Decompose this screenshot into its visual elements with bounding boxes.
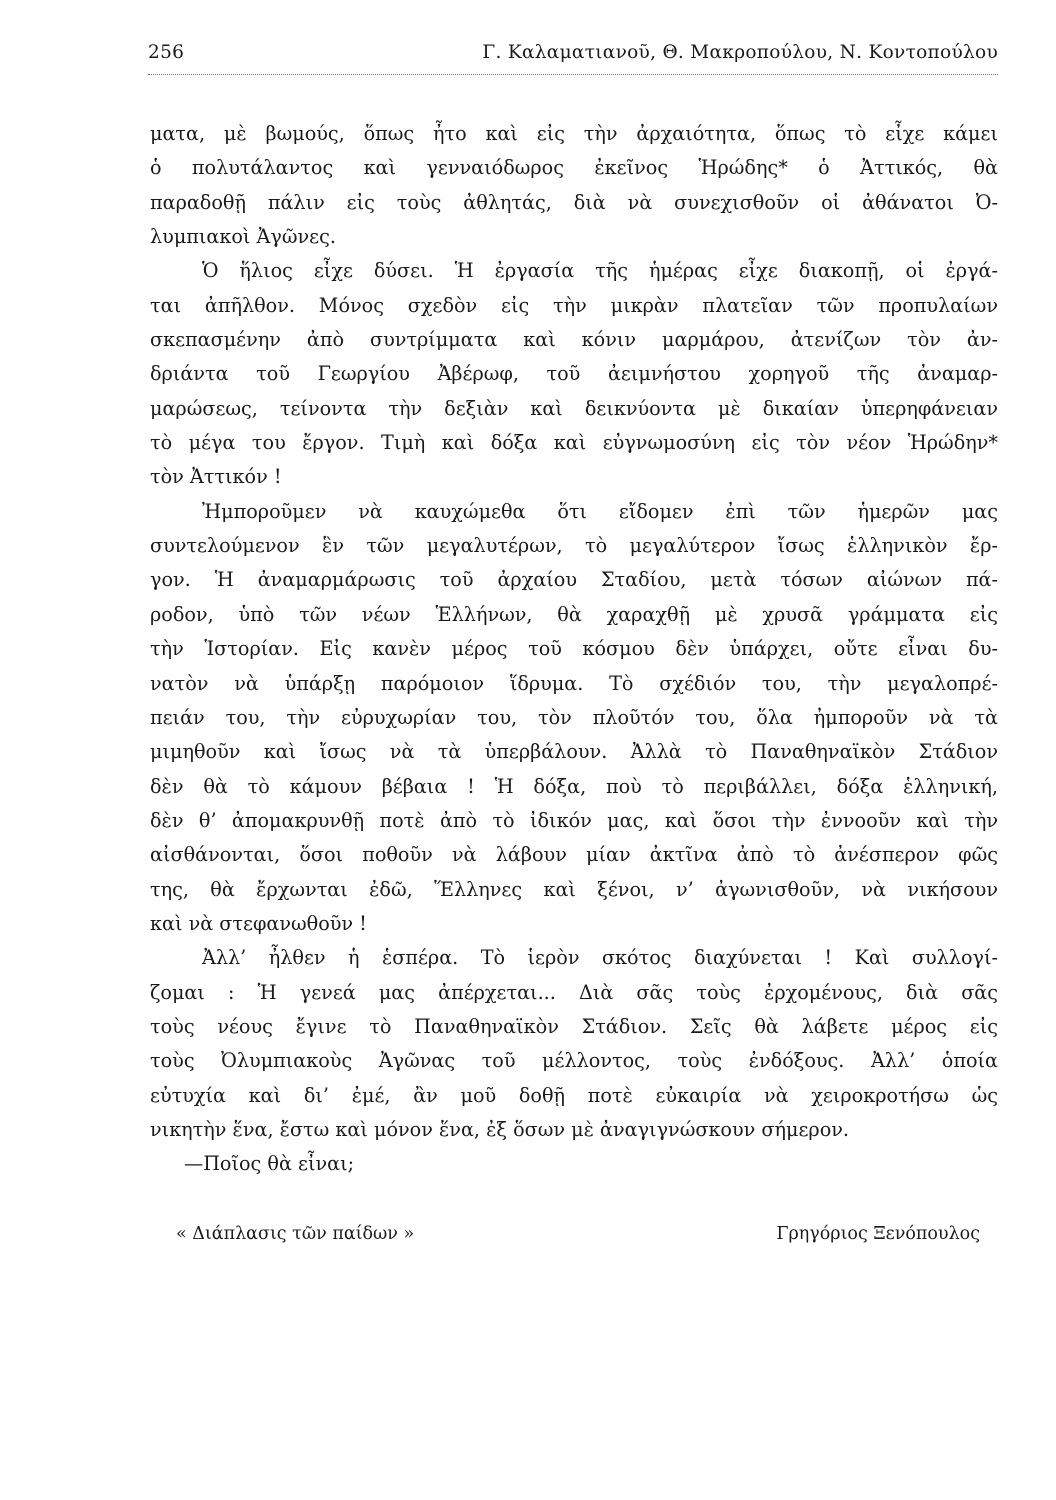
text-line: —Ποῖος θὰ εἶναι; (184, 1152, 355, 1176)
text-line: τοὺς Ὀλυμπιακοὺς Ἀγῶνας τοῦ μέλλοντος, τοὺς ἐνδόξους. Ἀλλ’ ὁποία (150, 1049, 998, 1073)
text-line: νικητὴν ἕνα, ἔστω καὶ μόνον ἕνα, ἐξ ὅσων μὲ ἀναγιγνώσκουν σήμερον. (150, 1117, 850, 1141)
text-line: εὐτυχία καὶ δι’ ἐμέ, ἂν μοῦ δοθῇ ποτὲ εὐκαιρία νὰ χειροκροτήσω ὡς (150, 1083, 998, 1107)
source-signature (150, 1218, 980, 1250)
text-line: σκεπασμένην ἀπὸ συντρίμματα καὶ κόνιν μαρμάρου, ἀτενίζων τὸν ἀν- (150, 328, 998, 352)
text-line: καὶ νὰ στεφανωθοῦν ! (150, 911, 367, 935)
text-line: πειάν του, τὴν εὐρυχωρίαν του, τὸν πλοῦτόν του, ὅλα ἠμποροῦν νὰ τὰ (150, 705, 998, 729)
text-line: Ἠμποροῦμεν νὰ καυχώμεθα ὅτι εἴδομεν ἐπὶ τῶν ἡμερῶν μας (202, 499, 998, 523)
text-line: μαρώσεως, τείνοντα τὴν δεξιὰν καὶ δεικνύοντα μὲ δικαίαν ὑπερηφάνειαν (150, 396, 998, 420)
text-line: τὸν Ἀττικόν ! (150, 465, 282, 489)
text-line: παραδοθῇ πάλιν εἰς τοὺς ἀθλητάς, διὰ νὰ συνεχισθοῦν οἱ ἀθάνατοι Ὀ- (150, 190, 998, 214)
text-line: γον. Ἡ ἀναμαρμάρωσις τοῦ ἀρχαίου Σταδίου, μετὰ τόσων αἰώνων πά- (150, 568, 998, 592)
page-number: 256 (148, 42, 185, 63)
text-line: της, θὰ ἔρχωνται ἐδῶ, Ἕλληνες καὶ ξένοι, ν’ ἀγωνισθοῦν, νὰ νικήσουν (150, 877, 998, 901)
text-line: τὴν Ἱστορίαν. Εἰς κανὲν μέρος τοῦ κόσμου δὲν ὑπάρχει, οὔτε εἶναι δυ- (150, 637, 998, 661)
text-line: συντελούμενον ἓν τῶν μεγαλυτέρων, τὸ μεγαλύτερον ἴσως ἑλληνικὸν ἔρ- (150, 534, 998, 558)
text-line: λυμπιακοὶ Ἀγῶνες. (150, 225, 336, 249)
text-line: ροδον, ὑπὸ τῶν νέων Ἑλλήνων, θὰ χαραχθῇ μὲ χρυσᾶ γράμματα εἰς (150, 602, 998, 626)
body-text (150, 117, 998, 1182)
text-line: τοὺς νέους ἔγινε τὸ Παναθηναϊκὸν Στάδιον. Σεῖς θὰ λάβετε μέρος εἰς (150, 1014, 998, 1038)
source-author: Γρηγόριος Ξενόπουλος (776, 1224, 980, 1244)
text-line: δὲν θὰ τὸ κάμουν βέβαια ! Ἡ δόξα, ποὺ τὸ περιβάλλει, δόξα ἑλληνική, (150, 774, 998, 798)
running-head-authors: Γ. Καλαματιανοῦ, Θ. Μακροπούλου, Ν. Κοντοπούλου (482, 42, 998, 63)
text-line: νατὸν νὰ ὑπάρξῃ παρόμοιον ἵδρυμα. Τὸ σχέδιόν του, τὴν μεγαλοπρέ- (150, 671, 998, 695)
text-line: ται ἀπῆλθον. Μόνος σχεδὸν εἰς τὴν μικρὰν πλατεῖαν τῶν προπυλαίων (150, 293, 998, 317)
running-head (148, 42, 998, 72)
text-line: ὁ πολυτάλαντος καὶ γενναιόδωρος ἐκεῖνος Ἡρώδης* ὁ Ἀττικός, θὰ (150, 156, 998, 180)
text-line: αἰσθάνονται, ὅσοι ποθοῦν νὰ λάβουν μίαν ἀκτῖνα ἀπὸ τὸ ἀνέσπερον φῶς (150, 843, 998, 867)
text-line: μιμηθοῦν καὶ ἴσως νὰ τὰ ὑπερβάλουν. Ἀλλὰ τὸ Παναθηναϊκὸν Στάδιον (150, 740, 998, 764)
text-line: ματα, μὲ βωμούς, ὅπως ἦτο καὶ εἰς τὴν ἀρχαιότητα, ὅπως τὸ εἶχε κάμει (150, 122, 998, 145)
text-line: δὲν θ’ ἀπομακρυνθῇ ποτὲ ἀπὸ τὸ ἰδικόν μας, καὶ ὅσοι τὴν ἐννοοῦν καὶ τὴν (150, 808, 998, 832)
source-title: « Διάπλασις τῶν παίδων » (176, 1224, 415, 1244)
text-line: δριάντα τοῦ Γεωργίου Ἀβέρωφ, τοῦ ἀειμνήστου χορηγοῦ τῆς ἀναμαρ- (150, 362, 998, 386)
text-line: Ἀλλ’ ἦλθεν ἡ ἑσπέρα. Τὸ ἱερὸν σκότος διαχύνεται ! Καὶ συλλογί- (202, 946, 998, 970)
text-line: ζομαι : Ἡ γενεά μας ἀπέρχεται... Διὰ σᾶς τοὺς ἐρχομένους, διὰ σᾶς (150, 980, 998, 1004)
text-line: Ὁ ἥλιος εἶχε δύσει. Ἡ ἐργασία τῆς ἡμέρας εἶχε διακοπῇ, οἱ ἐργά- (202, 259, 998, 283)
header-rule (148, 74, 998, 75)
text-line: τὸ μέγα του ἔργον. Τιμὴ καὶ δόξα καὶ εὐγνωμοσύνη εἰς τὸν νέον Ἡρώδην* (150, 431, 998, 455)
